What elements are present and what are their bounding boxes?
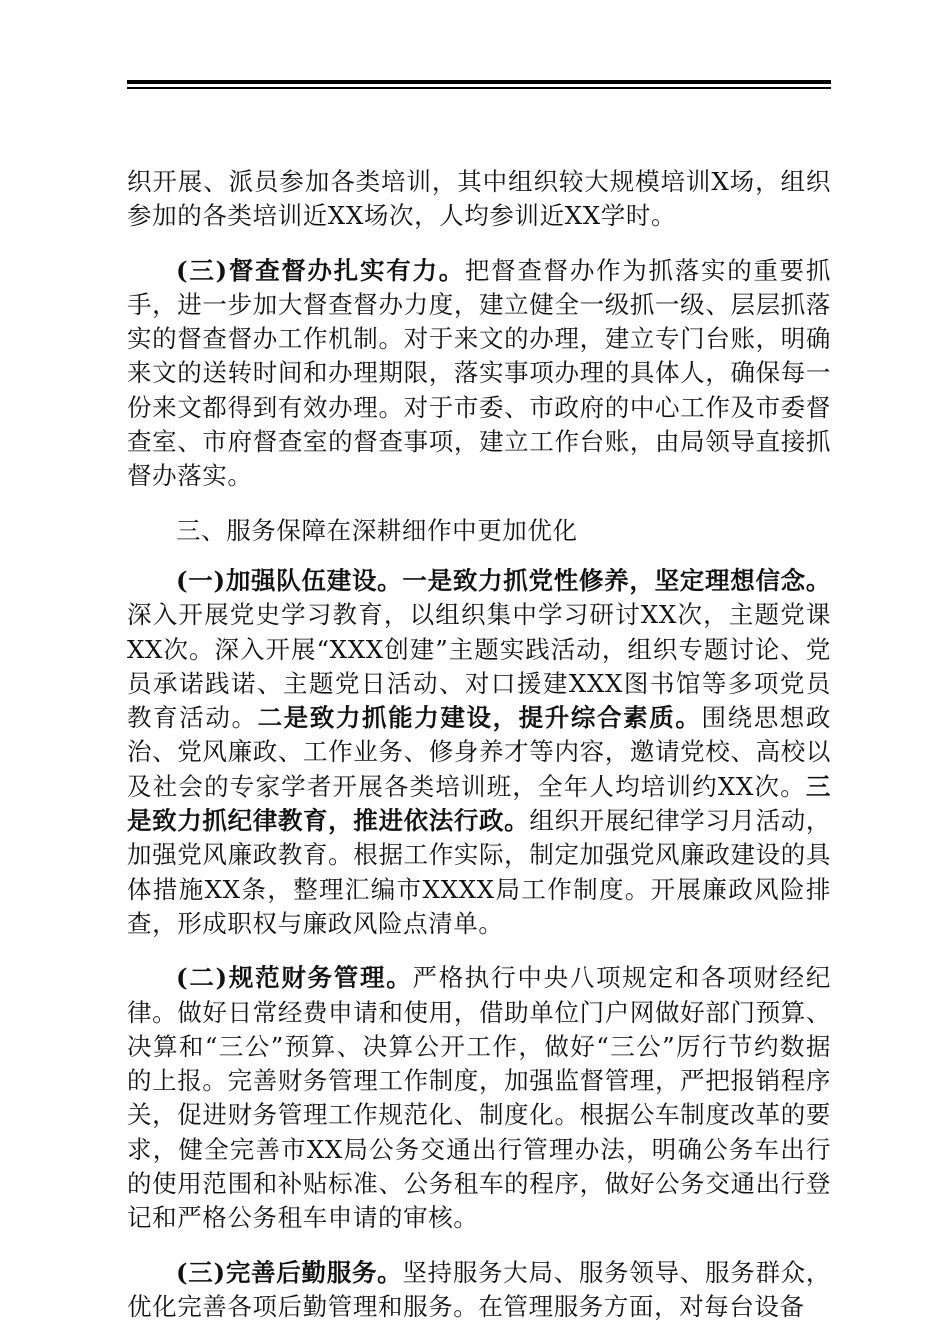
section-heading-text: 三、服务保障在深耕细作中更加优化 bbox=[176, 515, 578, 545]
subheading-run: (一)加强队伍建设。一是致力抓党性修养，坚定理想信念。 bbox=[176, 565, 831, 595]
header-rule-thick bbox=[127, 80, 831, 84]
text-run: 织开展、派员参加各类培训，其中组织较大规模培训X场，组织参加的各类培训近XX场次，人均参训近XX学时。 bbox=[127, 167, 831, 231]
section-heading bbox=[127, 514, 831, 548]
header-rule-thin bbox=[127, 87, 831, 89]
paragraph-supervision bbox=[127, 254, 831, 494]
subheading-run: (二)规范财务管理。 bbox=[176, 963, 413, 993]
subheading-run: 二是致力抓能力建设，提升综合素质。 bbox=[257, 703, 702, 733]
document-body bbox=[127, 165, 831, 1324]
subheading-run: 三是致力抓纪律教育，推进依法行政。 bbox=[127, 771, 831, 836]
text-run: 围绕思想政治、党风廉政、工作业务、修身养才等内容，邀请党校、高校以及社会的专家学者开展各类培训班，全年人均培训约XX次。 bbox=[127, 703, 832, 801]
text-run: 深入开展党史学习教育，以组织集中学习研讨XX次，主题党课XX次。深入开展“XXX创建”主题实践活动，组织专题讨论、党员承诺践诺、主题党日活动、对口援建XXX图书馆等多项党员教育活动。 bbox=[127, 600, 831, 733]
text-run: 严格执行中央八项规定和各项财经纪律。做好日常经费申请和使用，借助单位门户网做好部门预算、决算和“三公”预算、决算公开工作，做好“三公”厉行节约数据的上报。完善财务管理工作制度，加强监督管理，严把报销程序关，促进财务管理工作规范化、制度化。根据公车制度改革的要求，健全完善市XX局公务交通出行管理办法，明确公务车出行的使用范围和补贴标准、公务租车的程序，做好公务交通出行登记和严格公务租车申请的审核。 bbox=[127, 963, 831, 1233]
paragraph-logistics bbox=[127, 1256, 831, 1325]
paragraph-continued bbox=[127, 165, 831, 234]
paragraph-team-building bbox=[127, 564, 831, 941]
subheading-run: (三)完善后勤服务。 bbox=[176, 1257, 403, 1287]
paragraph-finance bbox=[127, 961, 831, 1235]
text-run: 坚持服务大局、服务领导、服务群众，优化完善各项后勤管理和服务。在管理服务方面，对每台设备 bbox=[127, 1257, 832, 1321]
text-run: 组织开展纪律学习月活动，加强党风廉政教育。根据工作实际，制定加强党风廉政建设的具体措施XX条，整理汇编市XXXX局工作制度。开展廉政风险排查，形成职权与廉政风险点清单。 bbox=[127, 806, 831, 938]
text-run: 把督查督办作为抓落实的重要抓手，进一步加大督查督办力度，建立健全一级抓一级、层层抓落实的督查督办工作机制。对于来文的办理，建立专门台账，明确来文的送转时间和办理期限，落实事项办理的具体人，确保每一份来文都得到有效办理。对于市委、市政府的中心工作及市委督查室、市府督查室的督查事项，建立工作台账，由局领导直接抓督办落实。 bbox=[127, 255, 831, 491]
subheading-run: (三)督查督办扎实有力。 bbox=[176, 255, 465, 285]
